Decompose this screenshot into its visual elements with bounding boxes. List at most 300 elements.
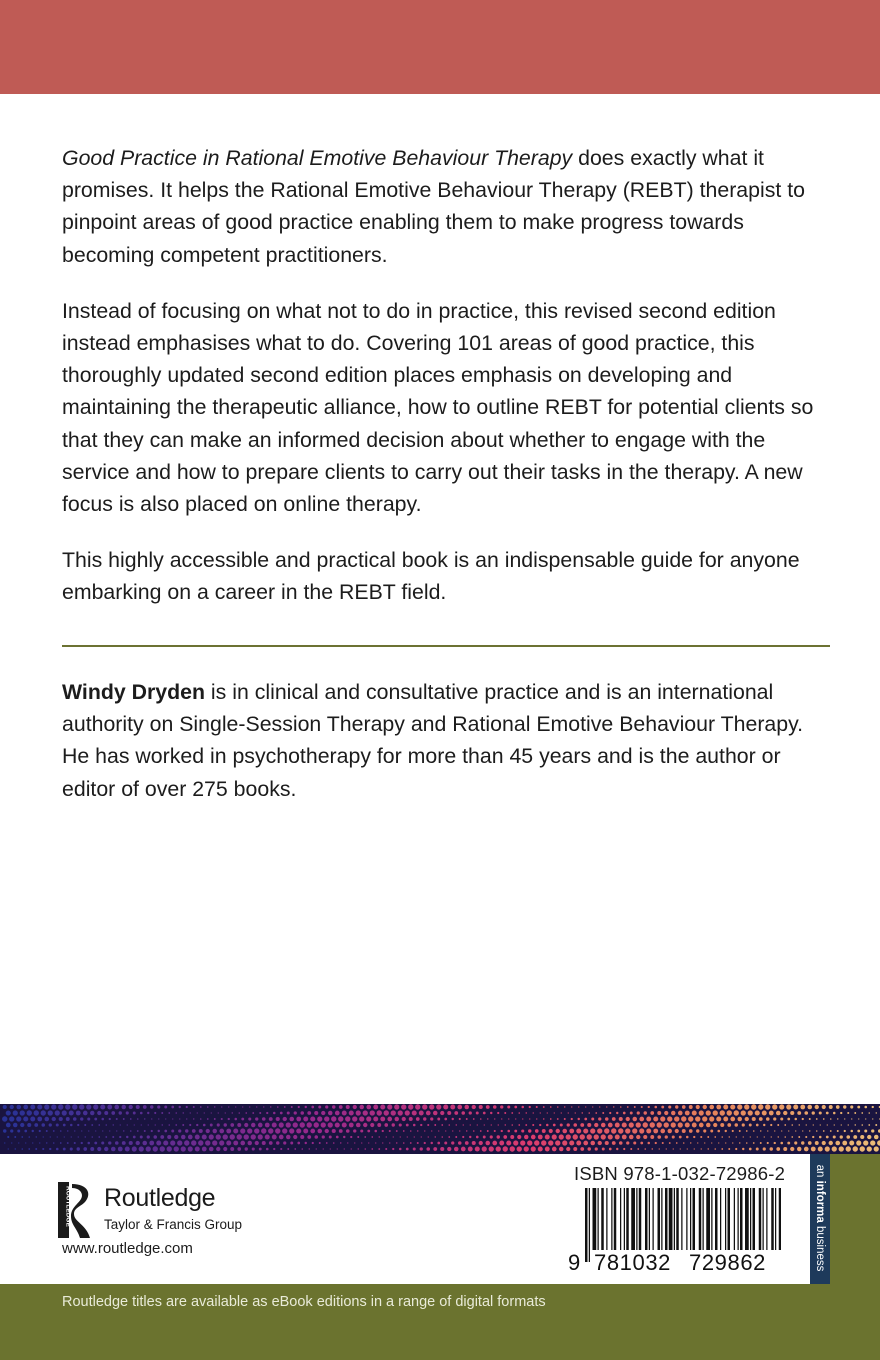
pattern-dot-823 [472,1141,476,1145]
pattern-dot-159 [239,1112,241,1114]
pattern-dot-648 [133,1136,136,1139]
pattern-dot-292 [283,1117,287,1121]
pattern-dot-424 [328,1122,333,1127]
pattern-dot-548 [310,1129,315,1134]
pattern-dot-240 [804,1111,808,1115]
pattern-dot-768 [87,1142,90,1145]
pattern-dot-976 [666,1148,667,1149]
pattern-dot-701 [503,1135,507,1139]
pattern-dot-883 [15,1148,16,1149]
pattern-dot-194 [483,1112,486,1115]
pattern-dot-476 [692,1123,697,1128]
description-paragraph-3: This highly accessible and practical book is an indispensable guide for anyone embarking on a career in the REBT field. [62,548,800,605]
pattern-dot-913 [223,1147,227,1151]
pattern-dot-363 [780,1118,783,1121]
pattern-dot-909 [195,1147,200,1152]
pattern-dot-806 [354,1142,355,1143]
pattern-dot-84 [592,1106,593,1107]
pattern-dot-139 [97,1111,101,1115]
pattern-dot-110 [772,1104,777,1109]
pattern-dot-596 [646,1129,651,1134]
pattern-dot-145 [140,1112,143,1115]
barcode-bar-2 [589,1188,590,1262]
pattern-dot-336 [591,1118,594,1121]
pattern-dot-930 [344,1148,345,1149]
pattern-dot-726 [679,1136,682,1139]
top-color-band [0,0,880,94]
pattern-dot-673 [307,1135,311,1139]
pattern-dot-615 [781,1130,782,1131]
pattern-dot-298 [324,1116,329,1121]
pattern-dot-926 [316,1148,317,1149]
pattern-dot-581 [542,1129,546,1133]
pattern-dot-45 [318,1106,321,1109]
pattern-dot-655 [181,1135,186,1140]
pattern-dot-599 [668,1129,672,1133]
pattern-dot-178 [370,1110,375,1115]
pattern-dot-273 [151,1118,152,1119]
pattern-dot-440 [441,1124,443,1126]
pattern-dot-105 [737,1104,742,1109]
pattern-dot-126 [6,1110,11,1115]
pattern-dot-317 [459,1118,461,1120]
pattern-dot-41 [291,1106,293,1108]
pattern-dot-293 [289,1117,294,1122]
pattern-dot-186 [426,1111,431,1116]
pattern-dot-798 [297,1142,300,1145]
pattern-dot-685 [393,1136,394,1137]
pattern-dot-854 [690,1142,691,1143]
pattern-dot-93 [654,1106,657,1109]
pattern-dot-106 [744,1104,749,1109]
pattern-dot-506 [17,1130,20,1133]
pattern-dot-265 [94,1118,97,1121]
pattern-dot-546 [296,1128,301,1133]
pattern-dot-401 [168,1124,170,1126]
pattern-dot-141 [111,1111,115,1115]
pattern-dot-179 [377,1110,382,1115]
pattern-dot-459 [573,1123,577,1127]
pattern-dot-961 [559,1147,563,1151]
pattern-dot-508 [32,1130,34,1132]
pattern-dot-33 [235,1106,236,1107]
pattern-dot-86 [606,1106,607,1107]
pattern-dot-888 [49,1148,51,1150]
pattern-dot-166 [287,1111,290,1114]
pattern-dot-489 [784,1124,786,1126]
pattern-dot-87 [613,1106,614,1107]
pattern-dot-777 [149,1141,154,1146]
pattern-dot-641 [85,1136,86,1137]
pattern-dot-504 [3,1129,6,1132]
pattern-dot-258 [44,1117,49,1122]
pattern-dot-250 [876,1112,877,1113]
pattern-dot-370 [830,1118,832,1120]
pattern-dot-545 [289,1128,294,1133]
pattern-dot-478 [706,1123,710,1127]
barcode-bar-70 [734,1188,735,1250]
pattern-dot-462 [594,1123,598,1127]
pattern-dot-223 [685,1111,690,1116]
pattern-dot-415 [265,1123,270,1128]
pattern-dot-990 [763,1147,766,1150]
pattern-dot-308 [395,1117,399,1121]
pattern-dot-187 [433,1111,438,1116]
pattern-dot-241 [812,1111,815,1114]
pattern-dot-114 [800,1105,805,1110]
pattern-dot-243 [826,1112,829,1115]
pattern-dot-651 [153,1135,157,1139]
pattern-dot-225 [699,1110,704,1115]
pattern-dot-150 [175,1112,177,1114]
pattern-dot-37 [263,1106,264,1107]
pattern-dot-410 [230,1123,234,1127]
pattern-dot-572 [480,1130,482,1132]
pattern-dot-276 [172,1118,173,1119]
pattern-dot-218 [650,1111,654,1115]
barcode-bar-20 [626,1188,629,1250]
pattern-dot-788 [226,1140,231,1145]
pattern-dot-859 [725,1142,726,1143]
pattern-dot-302 [352,1116,357,1121]
pattern-dot-555 [360,1129,363,1132]
pattern-dot-966 [595,1147,598,1150]
pattern-dot-638 [64,1136,65,1137]
pattern-dot-809 [375,1142,376,1143]
pattern-dot-954 [510,1146,515,1151]
pattern-dot-549 [317,1129,322,1134]
barcode-bar-44 [676,1188,679,1250]
pattern-dot-578 [521,1129,524,1132]
pattern-dot-433 [392,1123,395,1126]
pattern-dot-269 [123,1118,125,1120]
pattern-dot-644 [105,1136,107,1138]
pattern-dot-681 [364,1136,366,1138]
barcode-bar-8 [601,1188,604,1250]
pattern-dot-892 [77,1147,80,1150]
barcode-bar-24 [636,1188,637,1250]
pattern-dot-252 [2,1116,7,1121]
pattern-dot-133 [55,1110,60,1115]
pattern-dot-754 [874,1135,879,1140]
pattern-dot-23 [164,1106,167,1109]
pattern-dot-266 [101,1118,104,1121]
publisher-website: www.routledge.com [62,1240,193,1257]
pattern-dot-1004 [860,1146,865,1151]
pattern-dot-874 [829,1141,833,1145]
pattern-dot-710 [566,1134,571,1139]
pattern-dot-66 [464,1105,469,1110]
pattern-dot-2 [16,1105,21,1110]
pattern-dot-234 [762,1111,767,1116]
pattern-dot-623 [837,1130,839,1132]
pattern-dot-908 [188,1146,193,1151]
pattern-dot-622 [830,1130,832,1132]
pattern-dot-400 [162,1124,163,1125]
pattern-dot-899 [125,1147,130,1152]
pattern-dot-834 [548,1140,553,1145]
pattern-dot-498 [848,1124,849,1125]
pattern-dot-567 [445,1130,446,1131]
pattern-dot-723 [657,1135,661,1139]
pattern-dot-724 [665,1135,668,1138]
pattern-dot-162 [259,1112,261,1114]
pattern-dot-312 [423,1117,426,1120]
pattern-dot-138 [90,1111,94,1115]
pattern-dot-582 [549,1129,553,1133]
pattern-dot-143 [126,1111,129,1114]
pattern-dot-288 [255,1117,258,1120]
pattern-dot-738 [764,1136,765,1137]
pattern-dot-801 [319,1142,321,1144]
pattern-dot-561 [403,1130,405,1132]
pattern-dot-767 [81,1142,83,1144]
pattern-dot-602 [689,1129,693,1133]
barcode-bar-38 [665,1188,668,1250]
pattern-dot-374 [858,1118,859,1119]
pattern-dot-353 [709,1116,714,1121]
pattern-dot-878 [856,1140,861,1145]
pattern-dot-921 [280,1148,282,1150]
pattern-dot-889 [56,1148,59,1151]
pattern-dot-361 [766,1117,770,1121]
pattern-dot-468 [636,1122,641,1127]
isbn-label: ISBN 978-1-032-72986-2 [574,1163,786,1184]
pattern-dot-79 [557,1106,559,1108]
pattern-dot-316 [452,1118,454,1120]
pattern-dot-449 [505,1124,506,1125]
pattern-dot-729 [700,1136,702,1138]
pattern-dot-264 [87,1117,90,1120]
pattern-dot-924 [301,1148,303,1150]
pattern-dot-860 [732,1142,733,1143]
pattern-dot-229 [727,1110,732,1115]
pattern-dot-753 [867,1135,871,1139]
pattern-dot-24 [171,1106,174,1109]
pattern-dot-852 [676,1142,678,1144]
pattern-dot-484 [749,1124,752,1127]
pattern-dot-835 [555,1140,560,1145]
pattern-dot-636 [50,1136,51,1137]
pattern-dot-968 [609,1148,612,1151]
pattern-dot-185 [419,1111,424,1116]
pattern-dot-92 [648,1106,650,1108]
pattern-dot-647 [126,1136,128,1138]
pattern-dot-318 [466,1118,468,1120]
pattern-dot-987 [742,1148,744,1150]
pattern-dot-905 [167,1146,172,1151]
pattern-dot-463 [601,1123,606,1128]
pattern-dot-367 [809,1118,811,1120]
pattern-dot-747 [826,1136,829,1139]
barcode-digits-right: 729862 [689,1250,781,1276]
pattern-dot-938 [399,1148,402,1151]
pattern-dot-577 [514,1130,517,1133]
pattern-dot-606 [717,1130,720,1133]
pattern-dot-157 [225,1112,226,1113]
pattern-dot-721 [643,1135,647,1139]
barcode-bar-62 [715,1188,718,1250]
pattern-dot-654 [174,1135,178,1139]
pattern-dot-8 [58,1104,63,1109]
pattern-dot-474 [678,1122,683,1127]
pattern-dot-658 [202,1134,207,1139]
pattern-dot-933 [365,1148,367,1150]
pattern-dot-991 [770,1147,773,1150]
pattern-dot-167 [294,1111,297,1114]
pattern-dot-452 [525,1124,527,1126]
pattern-dot-136 [76,1111,81,1116]
pattern-dot-59 [415,1104,420,1109]
pattern-dot-621 [823,1130,825,1132]
pattern-dot-375 [865,1118,866,1119]
pattern-dot-48 [339,1105,343,1109]
pattern-dot-1000 [832,1146,837,1151]
pattern-dot-707 [545,1134,550,1139]
barcode-bar-12 [611,1188,612,1250]
pattern-dot-1005 [867,1146,872,1151]
pattern-dot-219 [657,1111,661,1115]
pattern-dot-311 [416,1117,420,1121]
pattern-dot-792 [255,1141,259,1145]
pattern-dot-709 [559,1134,564,1139]
pattern-dot-539 [247,1128,252,1133]
pattern-dot-502 [875,1124,877,1126]
pattern-dot-782 [184,1140,189,1145]
barcode-bar-64 [720,1188,721,1250]
pattern-dot-589 [597,1128,602,1133]
pattern-dot-766 [74,1142,76,1144]
pattern-dot-108 [758,1104,763,1109]
pattern-dot-285 [234,1118,237,1121]
pattern-dot-191 [462,1111,466,1115]
pattern-dot-865 [767,1142,769,1144]
pattern-dot-831 [527,1140,532,1145]
pattern-dot-389 [84,1124,86,1126]
pattern-dot-837 [569,1140,574,1145]
pattern-dot-329 [543,1118,544,1119]
pattern-dot-90 [634,1106,636,1108]
pattern-dot-634 [36,1136,37,1137]
pattern-dot-1002 [846,1146,851,1151]
pattern-dot-203 [547,1112,548,1113]
pattern-dot-132 [48,1110,53,1115]
pattern-dot-161 [252,1112,254,1114]
pattern-dot-435 [406,1124,409,1127]
pattern-dot-80 [564,1106,565,1107]
pattern-dot-1006 [874,1146,879,1151]
pattern-dot-937 [392,1148,394,1150]
pattern-dot-58 [408,1104,413,1109]
pattern-dot-354 [716,1116,721,1121]
pattern-dot-46 [325,1105,328,1108]
pattern-dot-31 [221,1106,222,1107]
pattern-dot-195 [490,1112,492,1114]
pattern-dot-939 [406,1148,409,1151]
pattern-dot-430 [370,1123,374,1127]
pattern-dot-947 [461,1147,466,1152]
pattern-dot-147 [154,1112,156,1114]
pattern-dot-6 [44,1104,49,1109]
pattern-dot-248 [861,1112,863,1114]
pattern-dot-300 [338,1116,343,1121]
pattern-dot-570 [466,1130,467,1131]
pattern-dot-919 [266,1148,269,1151]
pattern-dot-901 [139,1146,144,1151]
pattern-dot-611 [753,1130,755,1132]
pattern-dot-117 [822,1105,826,1109]
pattern-dot-678 [343,1136,345,1138]
pattern-dot-642 [92,1136,94,1138]
pattern-dot-779 [163,1140,168,1145]
pattern-dot-569 [459,1130,460,1131]
pattern-dot-882 [8,1148,9,1149]
pattern-dot-844 [619,1141,623,1145]
pattern-dot-856 [704,1142,705,1143]
pattern-dot-944 [440,1147,444,1151]
pattern-dot-918 [259,1148,262,1151]
pattern-dot-198 [511,1112,513,1114]
pattern-dot-994 [790,1147,794,1151]
pattern-dot-472 [664,1122,669,1127]
pattern-dot-677 [336,1136,339,1139]
pattern-dot-289 [262,1117,266,1121]
pattern-dot-373 [851,1118,852,1119]
pattern-dot-516 [88,1130,89,1131]
pattern-dot-579 [528,1129,531,1132]
pattern-dot-29 [207,1106,209,1108]
pattern-dot-565 [431,1130,432,1131]
pattern-dot-239 [797,1111,801,1115]
pattern-dot-923 [294,1148,296,1150]
pattern-dot-784 [198,1140,203,1145]
publisher-group: Taylor & Francis Group [104,1217,243,1232]
pattern-dot-945 [447,1147,451,1151]
pattern-dot-957 [531,1146,536,1151]
pattern-dot-444 [470,1124,471,1125]
pattern-dot-742 [791,1136,793,1138]
pattern-dot-330 [550,1118,552,1120]
pattern-dot-698 [483,1136,486,1139]
pattern-dot-691 [435,1136,436,1137]
pattern-dot-437 [420,1124,422,1126]
pattern-dot-47 [332,1105,335,1108]
routledge-logo-icon [58,1180,98,1240]
pattern-dot-739 [771,1136,772,1137]
pattern-dot-842 [605,1141,609,1145]
pattern-dot-903 [153,1146,158,1151]
pattern-dot-828 [506,1140,511,1145]
pattern-dot-604 [703,1129,706,1132]
pattern-dot-895 [97,1147,101,1151]
pattern-dot-807 [361,1142,362,1143]
pattern-dot-164 [273,1112,276,1115]
pattern-dot-866 [774,1142,776,1144]
pattern-dot-390 [91,1124,93,1126]
pattern-dot-960 [552,1147,557,1152]
pattern-dot-653 [167,1135,171,1139]
pattern-dot-320 [480,1118,482,1120]
pattern-dot-827 [499,1141,504,1146]
barcode-bar-6 [598,1188,599,1250]
pattern-dot-97 [682,1105,686,1109]
pattern-dot-30 [214,1106,215,1107]
pattern-dot-533 [206,1129,210,1133]
pattern-dot-341 [626,1117,630,1121]
pattern-dot-253 [9,1116,14,1121]
pattern-dot-682 [371,1136,373,1138]
pattern-dot-492 [806,1124,807,1125]
